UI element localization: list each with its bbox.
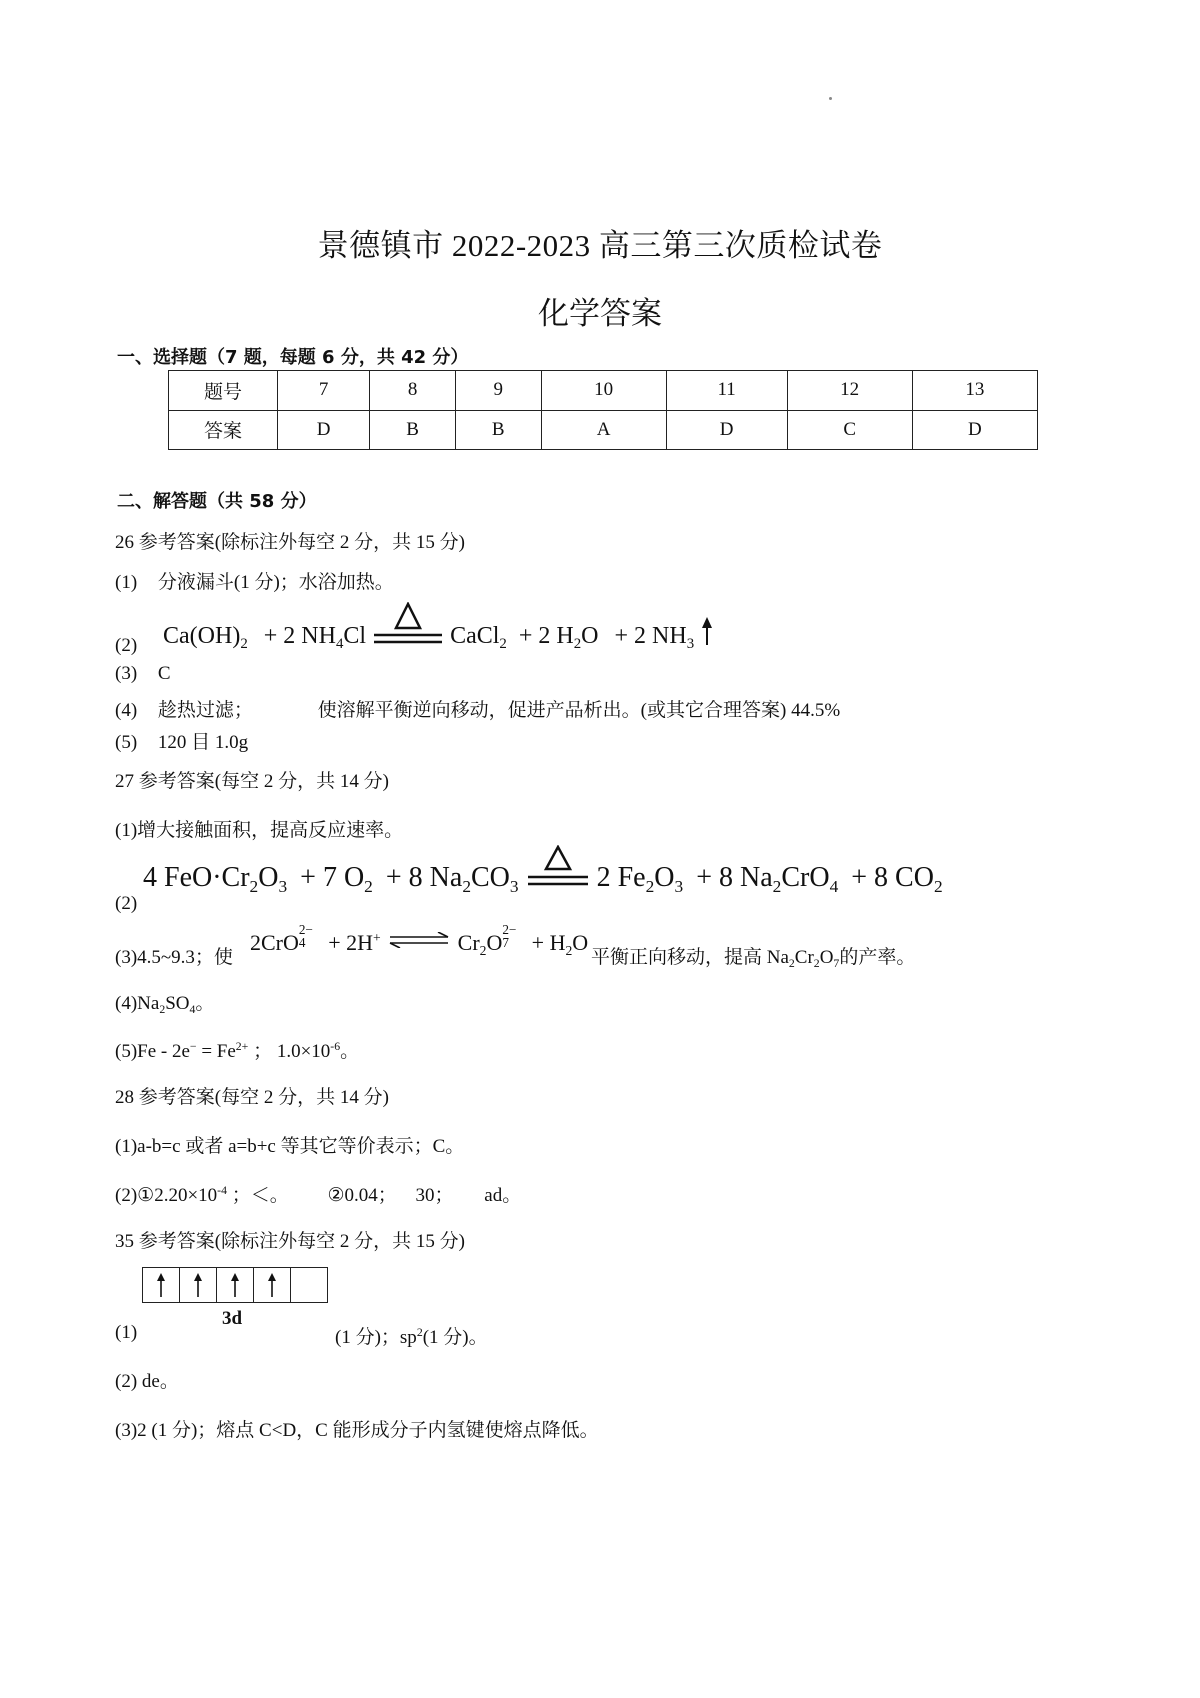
eq-ion-charge xyxy=(502,922,522,951)
eq-term: O xyxy=(581,623,599,649)
table-row xyxy=(169,410,1038,450)
q27-p2-num: (2) xyxy=(115,893,138,914)
eq-sub: 2 xyxy=(772,877,782,897)
eq-sub: 3 xyxy=(686,636,695,653)
eq-sub: 2 xyxy=(813,957,820,971)
q28-p2-a: (2)①2.20×10 xyxy=(115,1185,218,1206)
eq-ion-charge xyxy=(298,922,319,951)
eq-term: + 8 Na xyxy=(385,862,463,893)
eq-sub: 4 xyxy=(189,1003,196,1017)
eq-sub: 7 xyxy=(502,935,509,951)
eq-term: 2 Fe xyxy=(596,862,646,893)
page-title: 景德镇市 2022-2023 高三第三次质检试卷 xyxy=(317,228,883,263)
q27-ion-equation xyxy=(250,922,589,959)
q27-p4 xyxy=(115,988,214,1017)
eq-sup: -4 xyxy=(217,1183,227,1197)
eq-term: + 2H xyxy=(328,930,373,955)
orbital-label: 3d xyxy=(222,1308,243,1329)
q26-heading: 26 参考答案(除标注外每空 2 分，共 15 分) xyxy=(115,532,465,553)
eq-term: + 2 NH xyxy=(263,623,336,649)
heat-equals-icon xyxy=(372,622,444,652)
eq-term: Ca(OH) xyxy=(163,623,241,649)
q28-p2-c: ②0.04； xyxy=(327,1185,397,1206)
spin-up-arrow-icon xyxy=(193,1273,203,1297)
q28-heading: 28 参考答案(每空 2 分，共 14 分) xyxy=(115,1087,389,1108)
eq-sub: 2 xyxy=(364,877,373,897)
eq-sub: 2 xyxy=(645,877,655,897)
q35-p1-a: (1 分)；sp xyxy=(335,1327,417,1348)
equilibrium-arrow-icon xyxy=(388,932,450,948)
q26-p1-num: (1) xyxy=(115,572,138,593)
q26-p5 xyxy=(115,727,248,754)
table-cell-number: 12 xyxy=(787,371,912,411)
eq-term: 2CrO xyxy=(250,930,299,955)
eq-sup: + xyxy=(372,929,381,945)
q28-p2 xyxy=(115,1180,521,1207)
eq-sup: 2+ xyxy=(235,1039,249,1053)
eq-term: + 7 O xyxy=(300,862,365,893)
q28-p2-e: ad。 xyxy=(484,1185,522,1206)
q35-p1-num: (1) xyxy=(115,1322,138,1343)
section2-heading: 二、解答题（共 58 分） xyxy=(117,491,317,512)
q35-p1 xyxy=(335,1322,488,1349)
table-cell-number: 10 xyxy=(541,371,666,411)
table-cell-number: 13 xyxy=(912,371,1037,411)
table-row xyxy=(169,371,1038,411)
orbital-box-empty xyxy=(290,1267,328,1303)
eq-term: Cr xyxy=(457,930,480,955)
q27-p3 xyxy=(115,942,233,969)
eq-term: O xyxy=(258,862,279,893)
q27-p5-c: ； 1.0×10 xyxy=(248,1041,331,1062)
eq-sub: 2 xyxy=(240,636,248,653)
eq-sup: − xyxy=(189,1039,197,1053)
q27-heading: 27 参考答案(每空 2 分，共 14 分) xyxy=(115,771,389,792)
q26-p4-text-b: 使溶解平衡逆向移动，促进产品析出。(或其它合理答案) 44.5% xyxy=(317,700,841,721)
q26-p4-num: (4) xyxy=(115,700,138,721)
table-cell-answer: C xyxy=(787,410,912,450)
gas-up-arrow-icon xyxy=(700,617,714,647)
eq-sub: 2 xyxy=(499,636,507,653)
q27-p3-suffix-c: O xyxy=(819,947,834,968)
spin-up-arrow-icon xyxy=(156,1273,166,1297)
q26-p2-num: (2) xyxy=(115,635,138,656)
table-cell-number: 11 xyxy=(666,371,787,411)
q27-p5-a: (5)Fe - 2e xyxy=(115,1041,190,1062)
q27-p5-b: = Fe xyxy=(196,1041,236,1062)
row-header-answer: 答案 xyxy=(169,410,278,450)
q28-p2-d: 30； xyxy=(415,1185,454,1206)
eq-sub: 2 xyxy=(933,877,943,897)
eq-sub: 7 xyxy=(833,957,840,971)
eq-sup: -6 xyxy=(330,1039,341,1053)
page-subtitle: 化学答案 xyxy=(538,296,662,331)
table-cell-number: 8 xyxy=(370,371,456,411)
eq-term: O xyxy=(654,862,675,893)
eq-sub: 3 xyxy=(509,877,519,897)
q27-p4-a: (4)Na xyxy=(115,993,160,1014)
row-header-number: 题号 xyxy=(169,371,278,411)
q26-equation xyxy=(163,617,714,653)
table-cell-answer: A xyxy=(541,410,666,450)
q26-p5-num: (5) xyxy=(115,732,138,753)
spin-up-arrow-icon xyxy=(267,1273,277,1297)
q26-p4 xyxy=(115,695,840,722)
scan-dot xyxy=(829,97,832,100)
q27-p4-b: SO xyxy=(165,993,190,1014)
eq-term: + H xyxy=(531,930,566,955)
table-cell-answer: D xyxy=(912,410,1037,450)
eq-sub: 3 xyxy=(278,877,288,897)
q35-heading: 35 参考答案(除标注外每空 2 分，共 15 分) xyxy=(115,1231,465,1252)
q27-equation xyxy=(143,862,943,897)
answer-table xyxy=(168,370,1038,450)
eq-sup: 2− xyxy=(298,922,313,938)
eq-sub: 2 xyxy=(462,877,471,897)
orbital-box-filled xyxy=(216,1267,254,1303)
eq-sub: 2 xyxy=(159,1003,166,1017)
eq-term: + 8 CO xyxy=(851,862,934,893)
q35-p1-b: (1 分)。 xyxy=(422,1327,488,1348)
table-cell-answer: B xyxy=(370,410,456,450)
eq-term: O xyxy=(572,930,589,955)
eq-sup: 2− xyxy=(502,922,517,938)
eq-sub: 4 xyxy=(829,877,839,897)
orbital-box-filled xyxy=(179,1267,217,1303)
eq-sub: 4 xyxy=(335,636,344,653)
q27-p1: (1)增大接触面积，提高反应速率。 xyxy=(115,820,404,841)
eq-term: CrO xyxy=(781,862,830,893)
orbital-diagram-3d xyxy=(143,1267,328,1303)
eq-sup: 2 xyxy=(416,1325,423,1339)
eq-term: Cl xyxy=(343,623,367,649)
orbital-box-filled xyxy=(253,1267,291,1303)
eq-term: + 2 NH xyxy=(614,623,687,649)
q28-p1: (1)a-b=c 或者 a=b+c 等其它等价表示；C。 xyxy=(115,1136,465,1157)
eq-sub: 4 xyxy=(298,935,306,951)
q27-p3-suffix-d: 的产率。 xyxy=(839,947,916,968)
q27-p3-suffix xyxy=(591,942,915,971)
eq-term: CaCl xyxy=(450,623,500,649)
eq-term: O xyxy=(486,930,503,955)
q35-p3: (3)2 (1 分)；熔点 C<D，C 能形成分子内氢键使熔点降低。 xyxy=(115,1420,599,1441)
q28-p2-b: ；＜。 xyxy=(226,1185,289,1206)
eq-sub: 2 xyxy=(565,942,573,958)
eq-sub: 2 xyxy=(249,877,259,897)
eq-sub: 2 xyxy=(788,957,795,971)
table-cell-answer: D xyxy=(278,410,370,450)
q26-p1 xyxy=(115,567,394,594)
q26-p4-text-a: 趁热过滤； xyxy=(157,700,253,721)
eq-term: CO xyxy=(471,862,510,893)
eq-sub: 2 xyxy=(479,942,487,958)
q26-p5-text: 120 目 1.0g xyxy=(157,732,249,753)
table-cell-number: 9 xyxy=(455,371,541,411)
spin-up-arrow-icon xyxy=(230,1273,240,1297)
eq-sub: 2 xyxy=(573,636,582,653)
q27-p5-d: 。 xyxy=(340,1041,360,1062)
q26-p3-num: (3) xyxy=(115,663,138,684)
q27-p4-c: 。 xyxy=(195,993,215,1014)
eq-term: + 2 H xyxy=(518,623,574,649)
table-cell-answer: B xyxy=(455,410,541,450)
eq-term: 4 FeO·Cr xyxy=(143,862,250,893)
table-cell-number: 7 xyxy=(278,371,370,411)
q26-p1-text: 分液漏斗(1 分)；水浴加热。 xyxy=(157,572,394,593)
heat-equals-icon xyxy=(526,865,590,895)
q27-p3-prefix: (3)4.5~9.3；使 xyxy=(115,947,233,968)
q26-p3-text: C xyxy=(157,663,171,684)
section1-heading: 一、选择题（7 题，每题 6 分，共 42 分） xyxy=(117,347,469,368)
q27-p3-suffix-b: Cr xyxy=(794,947,814,968)
eq-term: + 8 Na xyxy=(696,862,773,893)
q26-p3 xyxy=(115,663,171,685)
orbital-box-filled xyxy=(142,1267,180,1303)
eq-sub: 3 xyxy=(674,877,684,897)
q27-p5 xyxy=(115,1036,359,1063)
q35-p2: (2) de。 xyxy=(115,1371,179,1392)
q27-p3-suffix-a: 平衡正向移动，提高 Na xyxy=(591,947,789,968)
table-cell-answer: D xyxy=(666,410,787,450)
